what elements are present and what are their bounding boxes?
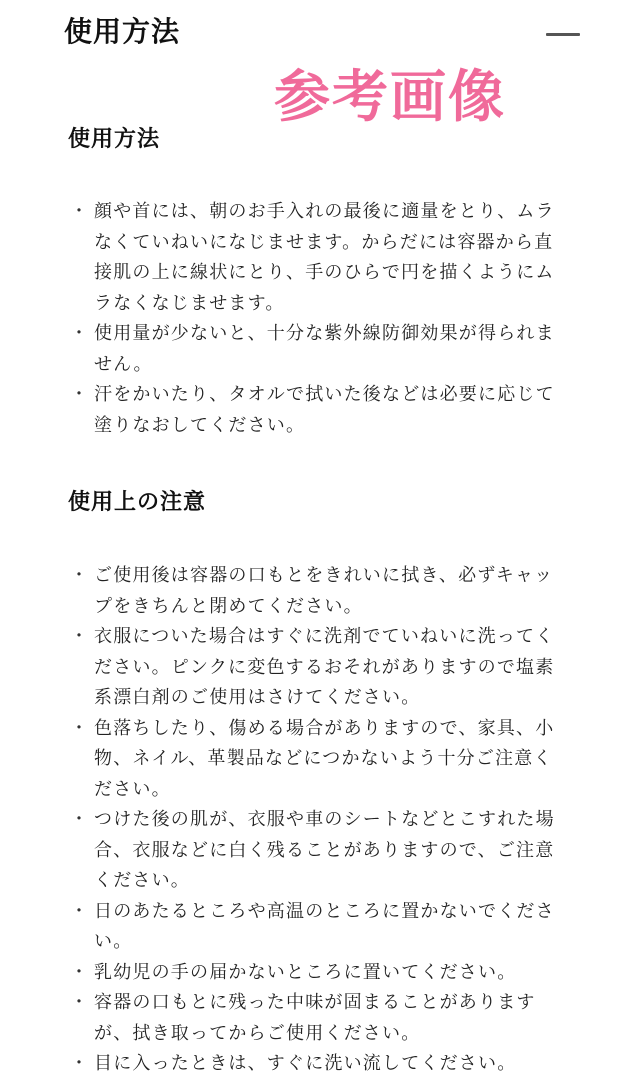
list-item xyxy=(68,714,568,806)
accordion-header[interactable] xyxy=(0,0,628,70)
list-item-text: 使用量が少ないと、十分な紫外線防御効果が得られません。 xyxy=(94,323,555,375)
minus-icon xyxy=(546,33,580,36)
usage-section xyxy=(68,124,568,441)
cautions-list xyxy=(68,561,568,1080)
list-item-text: 日のあたるところや高温のところに置かないでください。 xyxy=(94,900,555,952)
bullet-icon: ・ xyxy=(70,809,90,830)
bullet-icon: ・ xyxy=(70,201,90,222)
bullet-icon: ・ xyxy=(70,992,90,1013)
list-item-text: ご使用後は容器の口もとをきれいに拭き、必ずキャップをきちんと閉めてください。 xyxy=(94,565,554,617)
cautions-section-title: 使用上の注意 xyxy=(68,490,207,515)
list-item xyxy=(68,805,568,897)
list-item xyxy=(68,319,568,380)
bullet-icon: ・ xyxy=(70,1053,90,1074)
bullet-icon: ・ xyxy=(70,961,90,983)
list-item xyxy=(68,622,568,714)
list-item xyxy=(68,561,568,622)
list-item xyxy=(68,197,568,319)
list-item-text: 色落ちしたり、傷める場合がありますので、家具、小物、ネイル、革製品などにつかないよう十分ご注意ください。 xyxy=(94,717,555,800)
list-item-text: 容器の口もとに残った中味が固まることがありますが、拭き取ってからご使用ください。 xyxy=(94,992,536,1044)
collapse-button[interactable] xyxy=(540,20,584,50)
list-item-text: 顔や首には、朝のお手入れの最後に適量をとり、ムラなくていねいになじませます。からだには容器から直接肌の上に線状にとり、手のひらで円を描くようにムラなくなじませます。 xyxy=(94,201,555,314)
list-item xyxy=(68,958,568,989)
list-item-text: 衣服についた場合はすぐに洗剤でていねいに洗ってください。ピンクに変色するおそれがありますので塩素系漂白剤のご使用はさけてください。 xyxy=(94,626,555,708)
list-item xyxy=(68,380,568,441)
bullet-icon: ・ xyxy=(70,900,90,922)
accordion-title: 使用方法 xyxy=(64,15,181,48)
list-item xyxy=(68,897,568,958)
bullet-icon: ・ xyxy=(70,323,90,344)
list-item xyxy=(68,1049,568,1080)
bullet-icon: ・ xyxy=(70,717,90,739)
bullet-icon: ・ xyxy=(70,626,90,647)
bullet-icon: ・ xyxy=(70,565,90,586)
bullet-icon: ・ xyxy=(70,384,90,405)
list-item xyxy=(68,988,568,1049)
list-item-text: つけた後の肌が、衣服や車のシートなどとこすれた場合、衣服などに白く残ることがありますので、ご注意ください。 xyxy=(94,809,555,891)
cautions-section xyxy=(68,487,568,1080)
list-item-text: 汗をかいたり、タオルで拭いた後などは必要に応じて塗りなおしてください。 xyxy=(94,384,555,436)
usage-list xyxy=(68,197,568,441)
list-item-text: 目に入ったときは、すぐに洗い流してください。 xyxy=(94,1053,517,1074)
usage-section-title: 使用方法 xyxy=(68,127,161,152)
reference-image-watermark: 参考画像 xyxy=(274,65,506,130)
list-item-text: 乳幼児の手の届かないところに置いてください。 xyxy=(94,961,517,983)
